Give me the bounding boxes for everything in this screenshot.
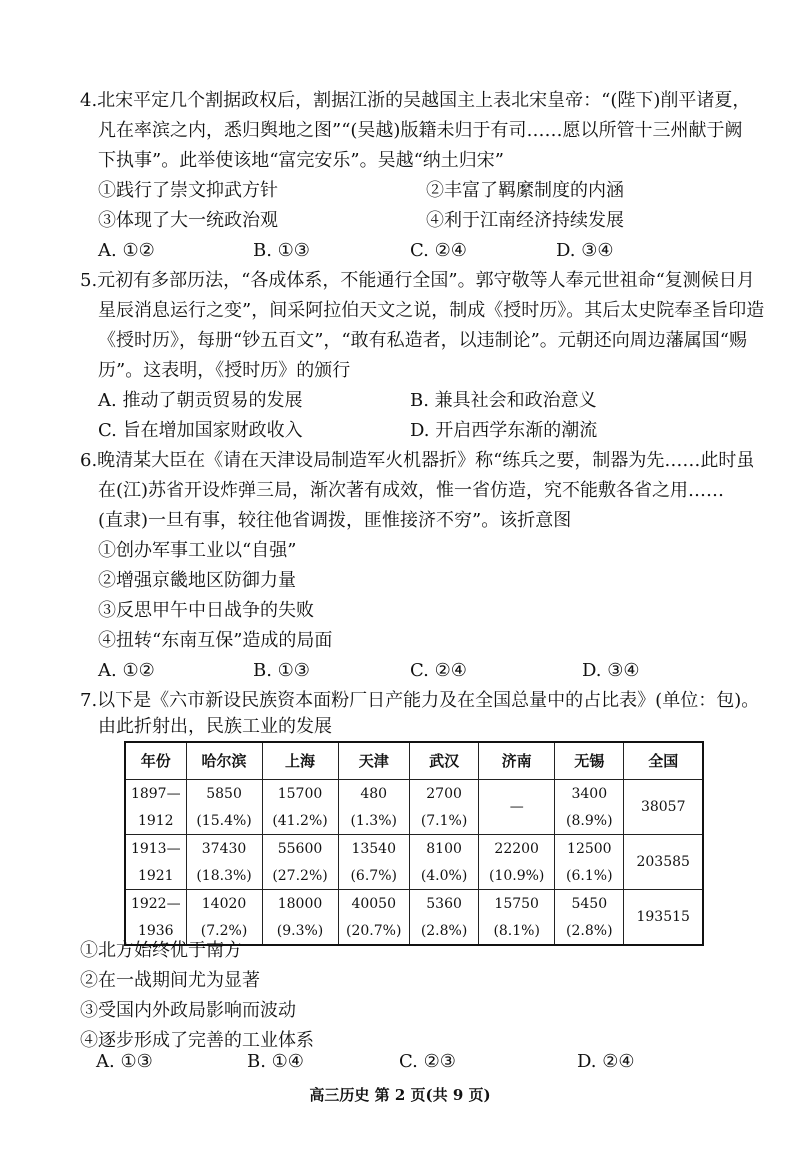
value-cell: 5450 (555, 890, 624, 918)
q4-option-a: A. ①② (98, 240, 155, 261)
value-cell: 5360 (409, 890, 478, 918)
q6-statement-3: ③反思甲午中日战争的失败 (98, 600, 314, 621)
value-cell: 15700 (262, 780, 338, 808)
table-row-shares (125, 862, 703, 890)
value-cell: 37430 (186, 835, 262, 863)
header-jinan: 济南 (479, 742, 555, 780)
page-footer: 高三历史 第 2 页(共 9 页) (309, 1086, 491, 1104)
q4-stem-line-3: 下执事”。此举使该地“富完安乐”。吴越“纳土归宋” (98, 150, 505, 171)
header-wuxi: 无锡 (555, 742, 624, 780)
q4-option-d: D. ③④ (556, 240, 614, 261)
q5-options-row-2 (98, 416, 758, 446)
q7-option-c: C. ②③ (399, 1051, 456, 1072)
q5-option-b: B. 兼具社会和政治意义 (410, 390, 597, 411)
q6-options (98, 656, 758, 686)
share-cell: (2.8%) (409, 917, 478, 945)
q5-stem-line-1: 5.元初有多部历法，“各成体系，不能通行全国”。郭守敬等人奉元世祖命“复测候日月 (80, 270, 755, 291)
value-cell: 15750 (479, 890, 555, 918)
header-tianjin: 天津 (338, 742, 409, 780)
q7-statement-1: ①北方始终优于南方 (80, 940, 242, 961)
q7-stem-line-1: 7.以下是《六市新设民族资本面粉厂日产能力及在全国总量中的占比表》(单位：包)。 (80, 690, 760, 711)
year-end: 1912 (125, 807, 186, 835)
value-cell: 12500 (555, 835, 624, 863)
q5-stem-line-2: 星辰消息运行之变”，间采阿拉伯天文之说，制成《授时历》。其后太史院奉圣旨印造 (98, 300, 765, 321)
q7-option-d: D. ②④ (577, 1051, 635, 1072)
value-cell: 8100 (409, 835, 478, 863)
share-cell: (7.1%) (409, 807, 478, 835)
q4-stem-line-2: 凡在率滨之内，悉归舆地之图”“(吴越)版籍未归于有司……愿以所管十三州献于阙 (98, 120, 743, 141)
q6-stem-line-2: 在(江)苏省开设炸弹三局，渐次著有成效，惟一省仿造，究不能敷各省之用…… (98, 480, 725, 501)
table-row (125, 780, 703, 808)
value-cell: 2700 (409, 780, 478, 808)
q6-option-c: C. ②④ (410, 660, 467, 681)
q6-statement-1: ①创办军事工业以“自强” (98, 540, 297, 561)
q6-option-d: D. ③④ (582, 660, 640, 681)
table-header-row (125, 742, 703, 780)
q7-option-a: A. ①③ (96, 1051, 153, 1072)
q7-stem-line-2: 由此折射出，民族工业的发展 (98, 716, 332, 737)
q5-option-c: C. 旨在增加国家财政收入 (98, 420, 303, 441)
share-cell: (27.2%) (262, 862, 338, 890)
q7-statement-2: ②在一战期间尤为显著 (80, 970, 260, 991)
value-cell: 40050 (338, 890, 409, 918)
q6-option-b: B. ①③ (253, 660, 310, 681)
q4-statement-2: ②丰富了羁縻制度的内涵 (426, 180, 624, 201)
value-cell: 5850 (186, 780, 262, 808)
value-cell: 3400 (555, 780, 624, 808)
share-cell: (1.3%) (338, 807, 409, 835)
value-cell: 22200 (479, 835, 555, 863)
share-cell: (8.1%) (479, 917, 555, 945)
q4-option-c: C. ②④ (410, 240, 467, 261)
q4-options (98, 236, 758, 266)
q6-stem-line-1: 6.晚清某大臣在《请在天津设局制造军火机器折》称“练兵之要，制器为先……此时虽 (80, 450, 755, 471)
total-cell: 193515 (624, 890, 703, 946)
header-year: 年份 (125, 742, 186, 780)
year-end: 1921 (125, 862, 186, 890)
q6-option-a: A. ①② (98, 660, 155, 681)
flour-mill-capacity-table (124, 741, 704, 946)
value-cell: 55600 (262, 835, 338, 863)
q4-statement-4: ④利于江南经济持续发展 (426, 210, 624, 231)
q4-statement-3: ③体现了大一统政治观 (98, 210, 278, 231)
q4-statement-1: ①践行了崇文抑武方针 (98, 180, 278, 201)
header-harbin: 哈尔滨 (186, 742, 262, 780)
q6-stem-line-3: (直隶)一旦有事，较往他省调拨，匪惟接济不穷”。该折意图 (98, 510, 572, 531)
year-start: 1913— (125, 835, 186, 863)
share-cell: (41.2%) (262, 807, 338, 835)
value-cell: 14020 (186, 890, 262, 918)
value-cell: 18000 (262, 890, 338, 918)
q7-statement-3: ③受国内外政局影响而波动 (80, 1000, 296, 1021)
share-cell: (7.2%) (186, 917, 262, 945)
share-cell: (18.3%) (186, 862, 262, 890)
q6-statement-2: ②增强京畿地区防御力量 (98, 570, 296, 591)
q7-statement-4: ④逐步形成了完善的工业体系 (80, 1030, 314, 1051)
table-row (125, 835, 703, 863)
share-cell: (6.7%) (338, 862, 409, 890)
year-end: 1936 (125, 917, 186, 945)
value-cell: 480 (338, 780, 409, 808)
share-cell: (9.3%) (262, 917, 338, 945)
share-cell: (20.7%) (338, 917, 409, 945)
value-cell: 13540 (338, 835, 409, 863)
year-start: 1897— (125, 780, 186, 808)
q5-options-row-1 (98, 386, 758, 416)
header-national: 全国 (624, 742, 703, 780)
value-cell: — (479, 780, 555, 835)
share-cell: (8.9%) (555, 807, 624, 835)
header-wuhan: 武汉 (409, 742, 478, 780)
share-cell: (6.1%) (555, 862, 624, 890)
q4-statements-row-2 (98, 206, 758, 236)
q4-statements-row-1 (98, 176, 758, 206)
share-cell: (10.9%) (479, 862, 555, 890)
year-start: 1922— (125, 890, 186, 918)
q4-stem-line-1: 4.北宋平定几个割据政权后，割据江浙的吴越国主上表北宋皇帝：“(陛下)削平诸夏， (80, 90, 751, 111)
header-shanghai: 上海 (262, 742, 338, 780)
q5-stem-line-3: 《授时历》，每册“钞五百文”，“敢有私造者，以违制论”。元朝还向周边藩属国“赐 (98, 330, 748, 351)
q7-option-b: B. ①④ (247, 1051, 304, 1072)
q7-options (96, 1047, 756, 1077)
share-cell: (2.8%) (555, 917, 624, 945)
q5-option-a: A. 推动了朝贡贸易的发展 (98, 390, 303, 411)
q6-statement-4: ④扭转“东南互保”造成的局面 (98, 630, 333, 651)
share-cell: (15.4%) (186, 807, 262, 835)
total-cell: 38057 (624, 780, 703, 835)
q5-stem-line-4: 历”。这表明，《授时历》的颁行 (98, 360, 351, 381)
table-row (125, 890, 703, 918)
q4-option-b: B. ①③ (253, 240, 310, 261)
table-row-shares (125, 807, 703, 835)
total-cell: 203585 (624, 835, 703, 890)
share-cell: (4.0%) (409, 862, 478, 890)
q5-option-d: D. 开启西学东渐的潮流 (410, 420, 598, 441)
